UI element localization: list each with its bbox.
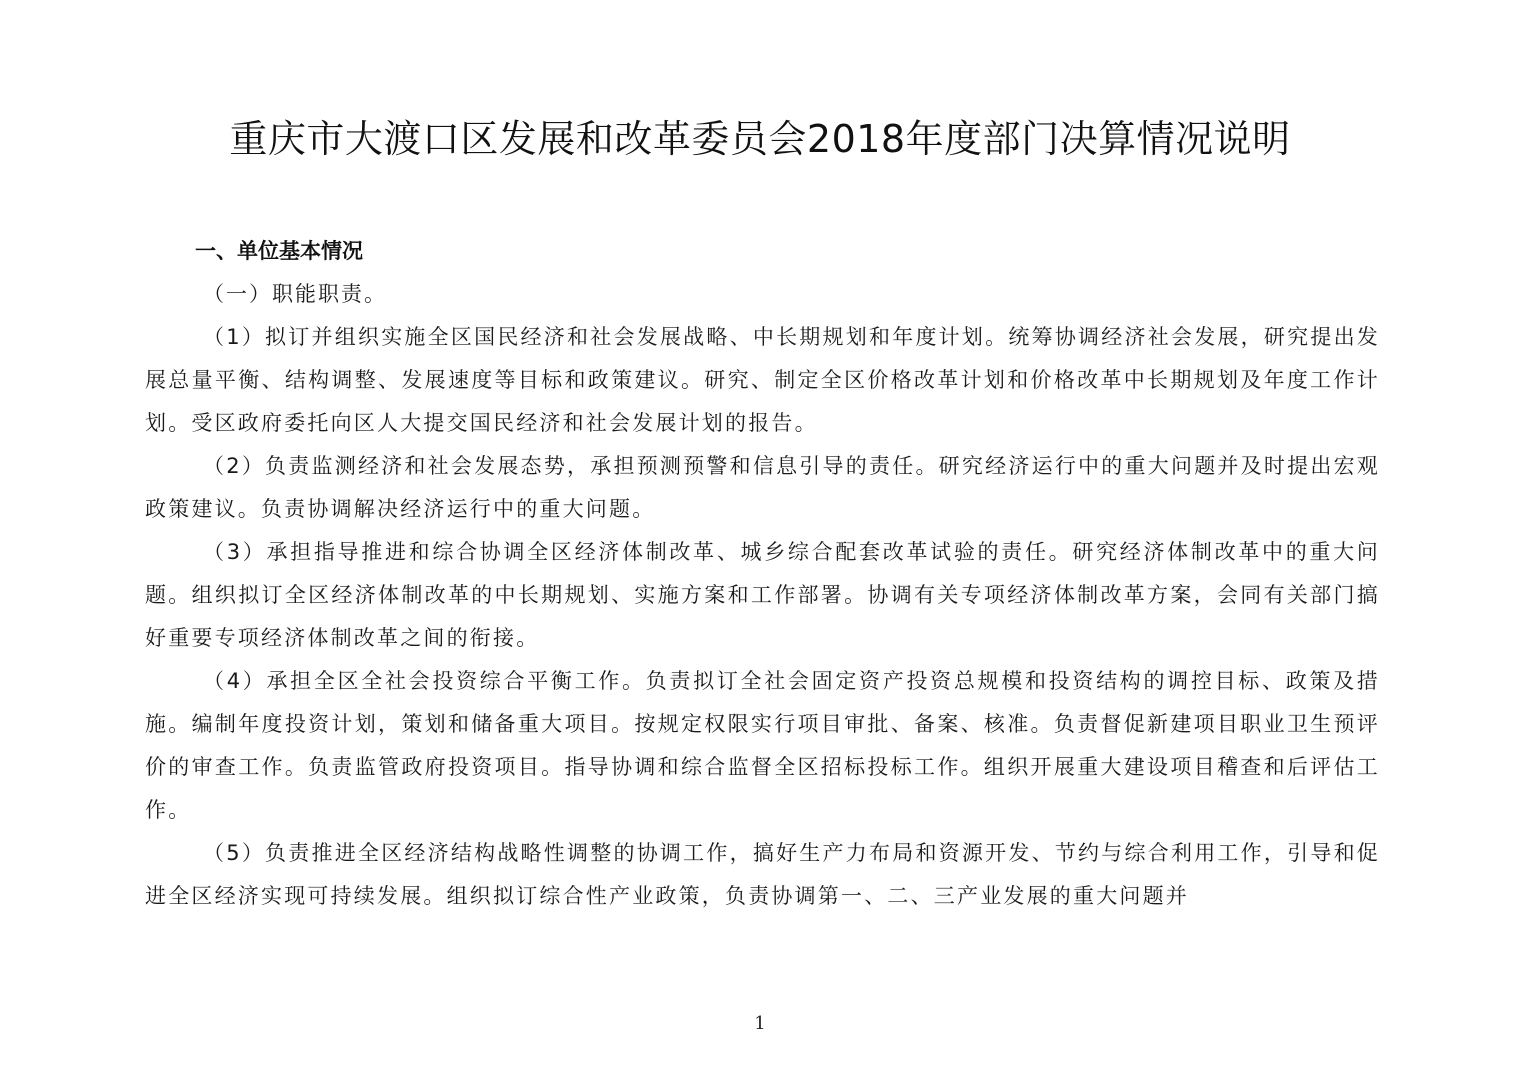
paragraph-item-5: （5）负责推进全区经济结构战略性调整的协调工作，搞好生产力布局和资源开发、节约与综合利用工作，引导和促进全区经济实现可持续发展。组织拟订综合性产业政策，负责协调第一、二、三产业发展的重大问题并	[145, 841, 1380, 908]
document-title: 重庆市大渡口区发展和改革委员会2018年度部门决算情况说明	[229, 117, 1291, 161]
page-number: 1	[754, 1013, 766, 1034]
paragraph-item-4: （4）承担全区全社会投资综合平衡工作。负责拟订全社会固定资产投资总规模和投资结构的调控目标、政策及措施。编制年度投资计划，策划和储备重大项目。按规定权限实行项目审批、备案、核准。负责督促新建项目职业卫生预评价的审查工作。负责监管政府投资项目。指导协调和综合监督全区招标投标工作。组织开展重大建设项目稽查和后评估工作。	[145, 669, 1380, 822]
paragraph-item-3: （3）承担指导推进和综合协调全区经济体制改革、城乡综合配套改革试验的责任。研究经济体制改革中的重大问题。组织拟订全区经济体制改革的中长期规划、实施方案和工作部署。协调有关专项经济体制改革方案，会同有关部门搞好重要专项经济体制改革之间的衔接。	[145, 540, 1380, 650]
paragraph-item-1: （1）拟订并组织实施全区国民经济和社会发展战略、中长期规划和年度计划。统筹协调经济社会发展，研究提出发展总量平衡、结构调整、发展速度等目标和政策建议。研究、制定全区价格改革计划和价格改革中长期规划及年度工作计划。受区政府委托向区人大提交国民经济和社会发展计划的报告。	[145, 325, 1380, 435]
document-body	[145, 230, 1380, 918]
paragraph-item-2: （2）负责监测经济和社会发展态势，承担预测预警和信息引导的责任。研究经济运行中的重大问题并及时提出宏观政策建议。负责协调解决经济运行中的重大问题。	[145, 454, 1380, 521]
section-heading: 一、单位基本情况	[195, 239, 363, 263]
paragraph-functions-heading: （一）职能职责。	[203, 282, 387, 306]
